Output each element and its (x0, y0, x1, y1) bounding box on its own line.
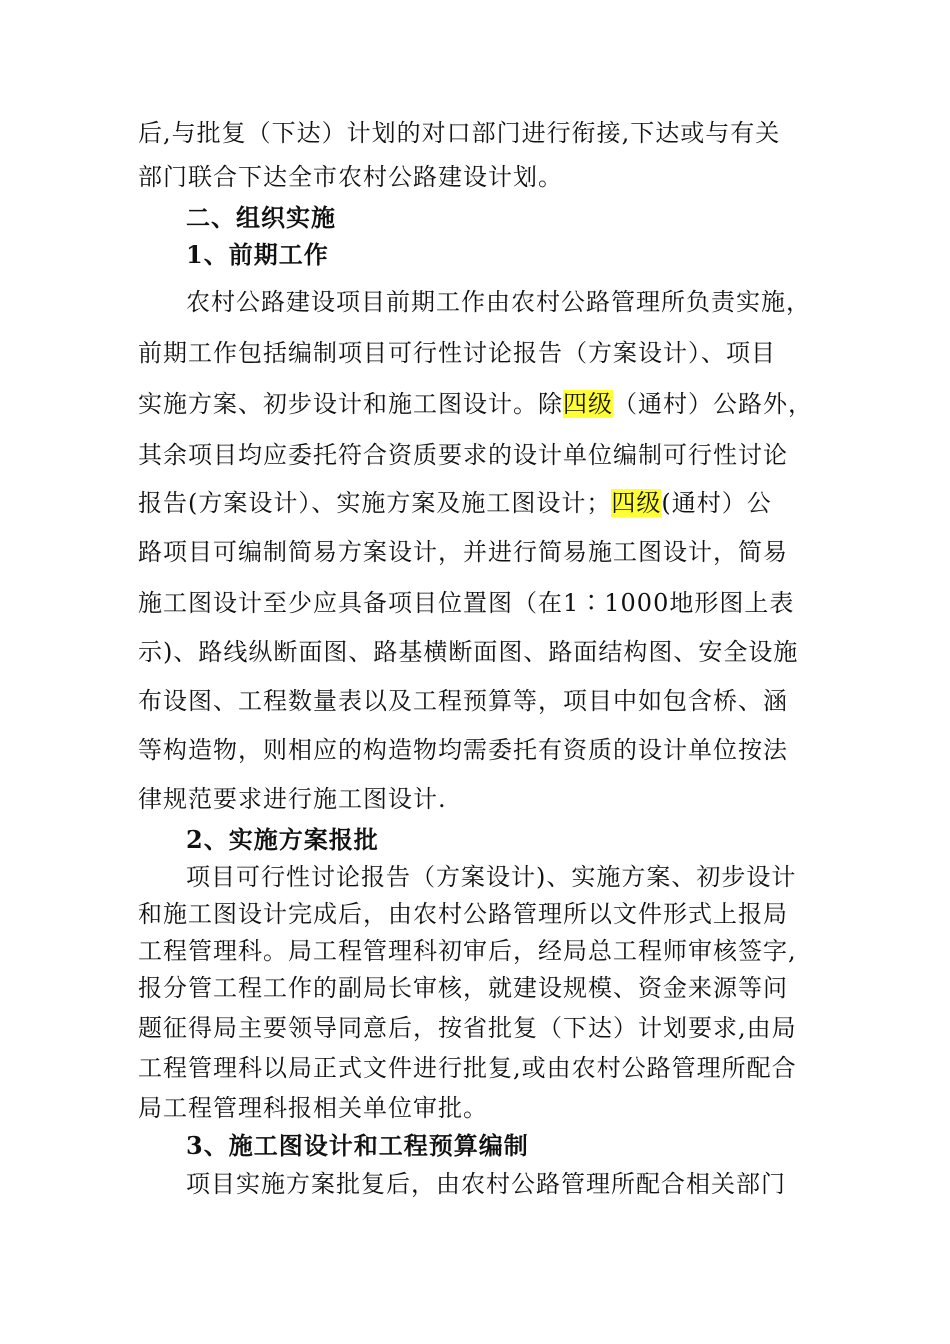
sub1-line-8: 示)、路线纵断面图、路基横断面图、路面结构图、安全设施 (138, 638, 799, 666)
sub1-line-11: 律规范要求进行施工图设计. (138, 785, 447, 813)
sub1-title: 1、前期工作 (186, 240, 329, 269)
sub2-line-3: 工程管理科。局工程管理科初审后，经局总工程师审核签字, (138, 937, 797, 965)
intro-line-2: 部门联合下达全市农村公路建设计划。 (138, 163, 563, 191)
sub2-line-4: 报分管工程工作的副局长审核，就建设规模、资金来源等问 (138, 974, 788, 1002)
sub1-line-3-part-b: （通村）公路外， (613, 390, 813, 418)
sub3-line-1: 项目实施方案批复后，由农村公路管理所配合相关部门 (186, 1170, 786, 1198)
sub1-line-2: 前期工作包括编制项目可行性讨论报告（方案设计）、项目 (138, 339, 776, 367)
sub1-line-3 (138, 389, 813, 419)
sub1-line-3-part-a: 实施方案、初步设计和施工图设计。除 (138, 390, 563, 418)
sub2-line-7: 局工程管理科报相关单位审批。 (138, 1094, 488, 1122)
sub1-line-10: 等构造物，则相应的构造物均需委托有资质的设计单位按法 (138, 736, 788, 764)
sub2-line-6: 工程管理科以局正式文件进行批复,或由农村公路管理所配合 (138, 1054, 797, 1082)
sub2-line-5: 题征得局主要领导同意后，按省批复（下达）计划要求,由局 (138, 1014, 797, 1042)
sub1-line-5-part-b: (通村）公 (661, 489, 772, 517)
sub1-line-1: 农村公路建设项目前期工作由农村公路管理所负责实施， (186, 288, 811, 316)
highlight-siji-1: 四级 (563, 390, 613, 418)
highlight-siji-2: 四级 (611, 489, 662, 517)
section-two-title: 二、组织实施 (186, 203, 336, 232)
sub1-line-7: 施工图设计至少应具备项目位置图（在1∶1000地形图上表 (138, 589, 795, 617)
sub1-line-5-part-a: 报告(方案设计）、实施方案及施工图设计； (138, 489, 612, 517)
sub2-line-1: 项目可行性讨论报告（方案设计)、实施方案、初步设计 (186, 863, 797, 891)
sub2-title: 2、实施方案报批 (186, 825, 379, 854)
sub1-line-5 (138, 488, 772, 518)
sub2-line-2: 和施工图设计完成后，由农村公路管理所以文件形式上报局 (138, 900, 788, 928)
sub1-line-6: 路项目可编制简易方案设计，并进行简易施工图设计，简易 (138, 538, 788, 566)
intro-line-1: 后,与批复（下达）计划的对口部门进行衔接,下达或与有关 (138, 119, 781, 147)
sub1-line-9: 布设图、工程数量表以及工程预算等，项目中如包含桥、涵 (138, 687, 788, 715)
sub3-title: 3、施工图设计和工程预算编制 (186, 1131, 529, 1160)
sub1-line-4: 其余项目均应委托符合资质要求的设计单位编制可行性讨论 (138, 441, 788, 469)
